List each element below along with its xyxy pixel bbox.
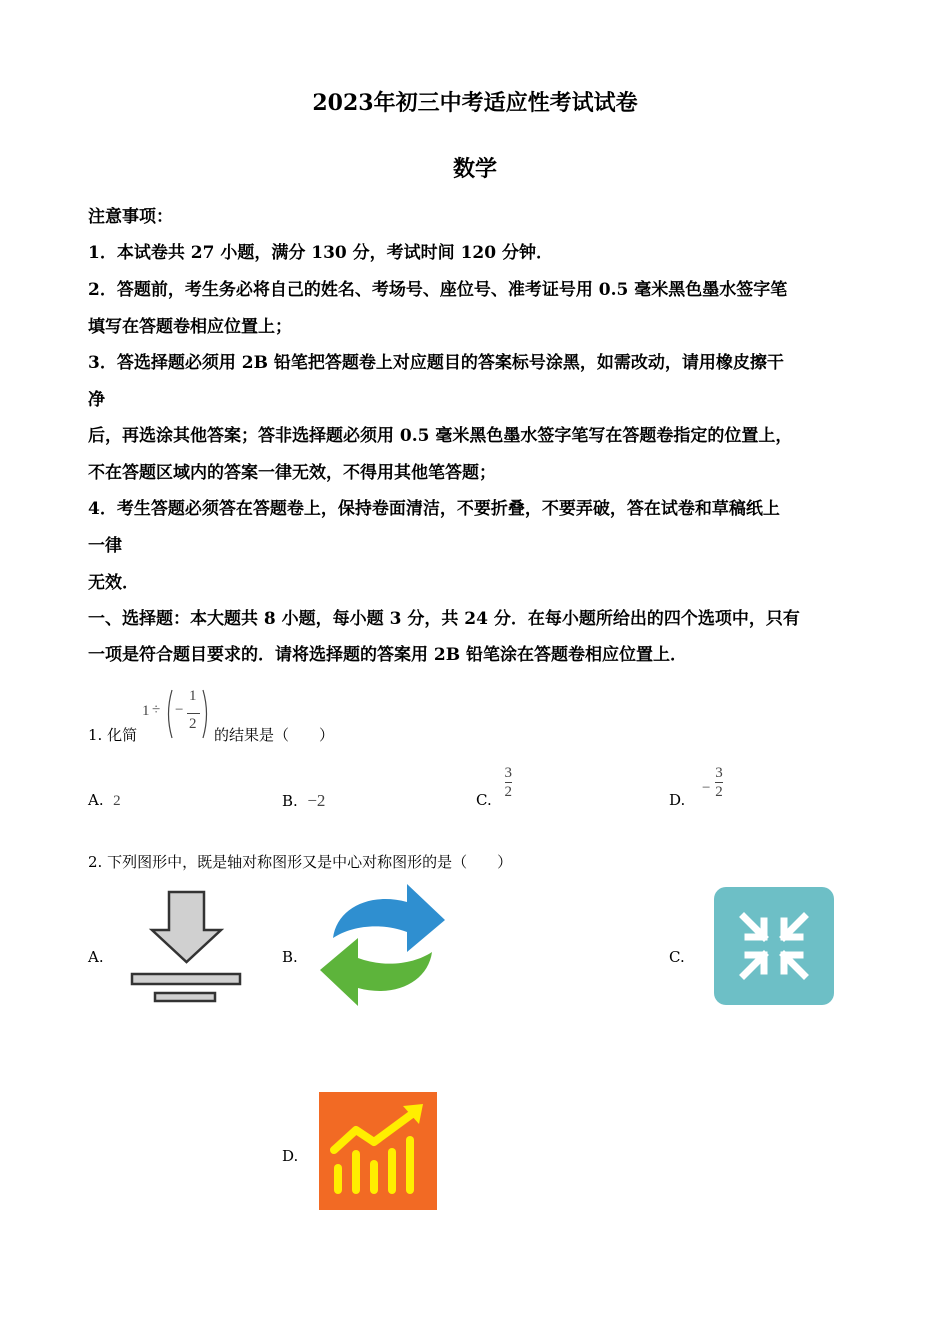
fraction-bar (187, 713, 200, 714)
section-heading: 一、选择题：本大题共 8 小题，每小题 3 分，共 24 分．在每小题所给出的四个选项中，只有 (88, 609, 800, 629)
collapse-arrows-icon (714, 887, 834, 1005)
fraction-numerator: 3 (504, 765, 512, 781)
left-paren (164, 688, 174, 740)
notice-line: 净 (88, 390, 105, 410)
q2-label-a: A. (88, 948, 104, 966)
notice-heading: 注意事项： (88, 207, 173, 227)
option-label: A. (88, 791, 104, 809)
fraction-denominator: 2 (715, 784, 723, 800)
q2-label-b: B. (282, 948, 298, 966)
trend-chart-icon (319, 1092, 437, 1210)
option-label: D. (669, 791, 686, 809)
option-value: −2 (307, 791, 326, 810)
q1-option-a (88, 791, 121, 810)
option-fraction (505, 764, 513, 801)
section-instruction: 一项是符合题目要求的．请将选择题的答案用 2B 铅笔涂在答题卷相应位置上． (88, 645, 688, 665)
q1-option-d (669, 764, 723, 809)
q1-suffix: 的结果是（ ） (214, 726, 335, 744)
q1-expression (140, 688, 215, 740)
notice-line: 填写在答题卷相应位置上； (88, 317, 292, 337)
fraction-denominator: 2 (504, 784, 512, 800)
download-arrow-icon (126, 888, 246, 1006)
refresh-arrows-icon (315, 880, 450, 1010)
q1-expr-one: 1 (142, 703, 150, 719)
q2-stem: 2. 下列图形中，既是轴对称图形又是中心对称图形的是（ ） (88, 853, 513, 871)
q1-option-c (476, 764, 512, 809)
subject-title: 数学 (452, 156, 497, 182)
right-paren (201, 688, 211, 740)
q1-expr-den: 2 (189, 716, 197, 732)
notice-line: 4．考生答题必须答在答题卷上，保持卷面清洁，不要折叠，不要弄破，答在试卷和草稿纸上 (88, 499, 780, 519)
option-value: 2 (113, 793, 121, 809)
q1-option-b (282, 791, 325, 811)
q1-expr-div: ÷ (152, 702, 161, 718)
option-label: B. (282, 792, 298, 810)
q1-expr-num: 1 (189, 688, 197, 704)
notice-line: 无效． (88, 573, 139, 593)
notice-line: 不在答题区域内的答案一律无效，不得用其他笔答题； (88, 463, 496, 483)
notice-line: 后，再选涂其他答案；答非选择题必须用 0.5 毫米黑色墨水签字笔写在答题卷指定的位置上， (88, 426, 793, 446)
fraction-numerator: 3 (715, 765, 723, 781)
notice-line: 3．答选择题必须用 2B 铅笔把答题卷上对应题目的答案标号涂黑，如需改动，请用橡皮擦干 (88, 353, 784, 373)
notice-line: 2．答题前，考生务必将自己的姓名、考场号、座位号、准考证号用 0.5 毫米黑色墨水签字笔 (88, 280, 788, 300)
option-sign: − (702, 780, 711, 796)
q1-expr-minus: − (175, 702, 184, 718)
q1-prefix: 1. 化简 (88, 726, 138, 744)
exam-title: 2023年初三中考适应性考试试卷 (312, 90, 638, 116)
q2-label-c: C. (669, 948, 685, 966)
notice-line: 一律 (88, 536, 122, 556)
q2-label-d: D. (282, 1147, 299, 1165)
option-fraction (715, 764, 723, 801)
option-label: C. (476, 791, 492, 809)
notice-line: 1．本试卷共 27 小题，满分 130 分，考试时间 120 分钟． (88, 243, 553, 263)
